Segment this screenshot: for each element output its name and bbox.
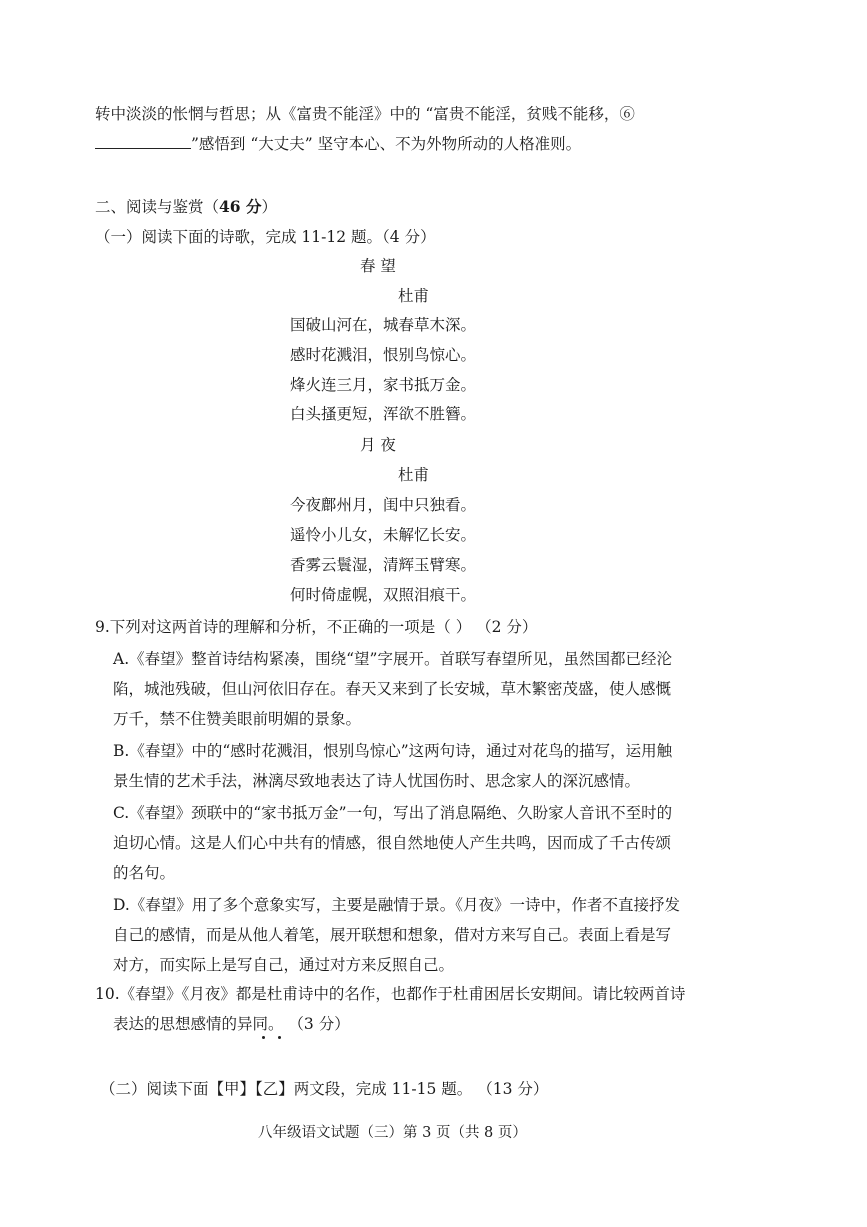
poem2-line-3: 香雾云鬟湿，清辉玉臂寒。: [290, 556, 477, 574]
section-two-heading: [95, 196, 277, 218]
emphasis-dot: [278, 1036, 281, 1039]
intro-line-2: [95, 133, 581, 155]
section-two-score: 46 分: [219, 197, 262, 216]
part-two-instruction: （二）阅读下面【甲】【乙】两文段，完成 11-15 题。 （13 分）: [100, 1080, 549, 1098]
q9-option-c-line-1: C.《春望》颈联中的“家书抵万金”一句，写出了消息隔绝、久盼家人音讯不至时的: [113, 804, 673, 822]
poem1-title: 春 望: [360, 257, 396, 275]
poem2-title: 月 夜: [360, 436, 396, 454]
q9-option-b-line-1: B.《春望》中的“感时花溅泪，恨别鸟惊心”这两句诗，通过对花鸟的描写，运用触: [113, 742, 673, 760]
page-footer: 八年级语文试题（三）第 3 页（共 8 页）: [258, 1125, 527, 1141]
poem2-line-2: 遥怜小儿女，未解忆长安。: [290, 526, 477, 544]
poem1-line-1: 国破山河在，城春草木深。: [290, 316, 477, 334]
emphasis-dot: [262, 1036, 265, 1039]
poem2-line-1: 今夜鄜州月，闺中只独看。: [290, 496, 477, 514]
q9-option-d-line-2: 自己的感情，而是从他人着笔，展开联想和想象，借对方来写自己。表面上看是写: [113, 926, 672, 944]
q10-line-1: 10.《春望》《月夜》都是杜甫诗中的名作，也都作于杜甫困居长安期间。请比较两首诗: [95, 985, 686, 1003]
q9-stem: 9.下列对这两首诗的理解和分析，不正确的一项是（ ） （2 分）: [95, 618, 538, 636]
section-two-heading-suffix: ）: [261, 198, 277, 216]
q9-option-a-line-2: 陷，城池残破，但山河依旧存在。春天又来到了长安城，草木繁密茂盛，使人感慨: [113, 680, 672, 698]
poem1-line-3: 烽火连三月，家书抵万金。: [290, 376, 477, 394]
poem1-line-2: 感时花溅泪，恨别鸟惊心。: [290, 346, 477, 364]
poem2-line-4: 何时倚虚幌，双照泪痕干。: [290, 586, 477, 604]
poem2-author: 杜甫: [398, 466, 430, 484]
q9-option-b-line-2: 景生情的艺术手法，淋漓尽致地表达了诗人忧国伤时、思念家人的深沉感情。: [113, 772, 641, 790]
intro-line-2-text: ”感悟到 “大丈夫” 坚守本心、不为外物所动的人格准则。: [191, 135, 582, 153]
q9-option-a-line-1: A.《春望》整首诗结构紧凑，围绕“望”字展开。首联写春望所见，虽然国都已经沦: [113, 650, 672, 668]
q10-line-2: 表达的思想感情的异同。 （3 分）: [113, 1015, 350, 1033]
q9-option-d-line-3: 对方，而实际上是写自己，通过对方来反照自己。: [113, 956, 455, 974]
poem1-author: 杜甫: [398, 287, 430, 305]
q9-option-c-line-2: 迫切心情。这是人们心中共有的情感，很自然地使人产生共鸣，因而成了千古传颂: [113, 834, 672, 852]
part-one-instruction: （一）阅读下面的诗歌，完成 11-12 题。（4 分）: [95, 228, 436, 246]
q9-option-c-line-3: 的名句。: [113, 864, 176, 882]
q9-option-a-line-3: 万千，禁不住赞美眼前明媚的景象。: [113, 710, 362, 728]
answer-blank-6[interactable]: [95, 134, 191, 149]
intro-line-1: 转中淡淡的怅惘与哲思；从《富贵不能淫》中的 “富贵不能淫，贫贱不能移，⑥: [95, 105, 635, 123]
section-two-heading-prefix: 二、阅读与鉴赏（: [95, 198, 220, 216]
q9-option-d-line-1: D.《春望》用了多个意象实写，主要是融情于景。《月夜》一诗中，作者不直接抒发: [113, 896, 681, 914]
poem1-line-4: 白头搔更短，浑欲不胜簪。: [290, 405, 477, 423]
